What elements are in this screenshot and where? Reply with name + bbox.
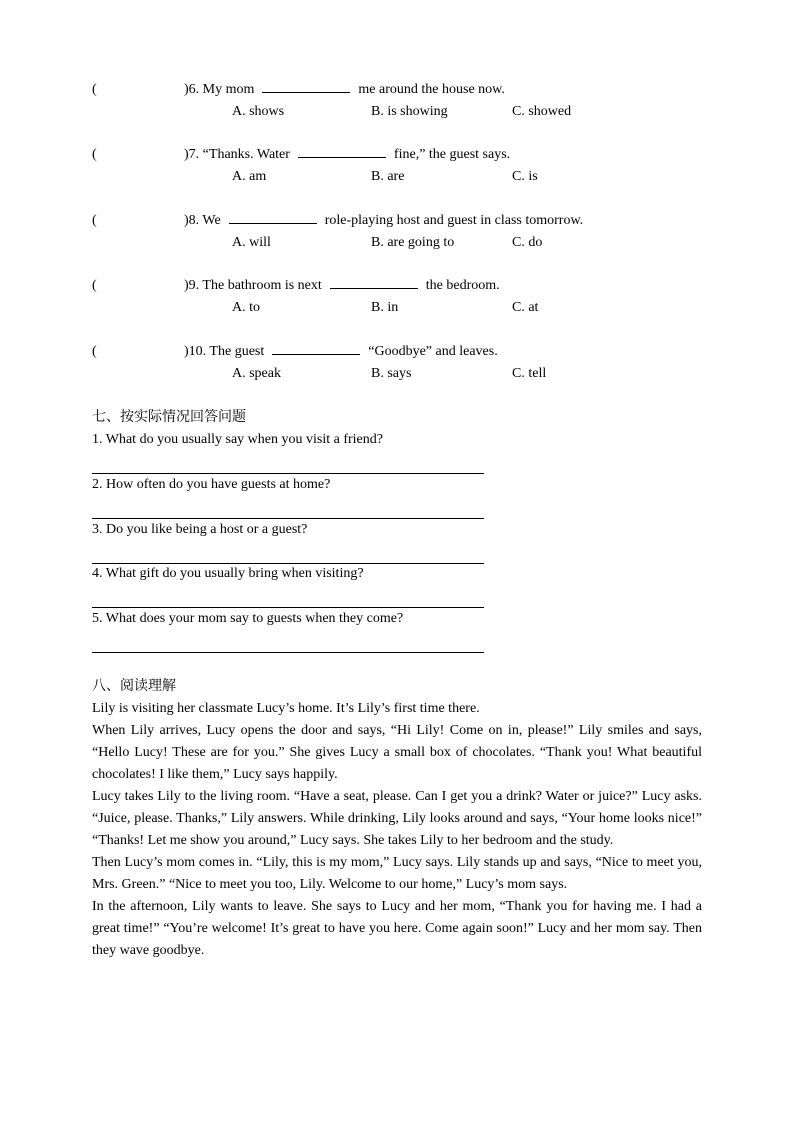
answer-blank[interactable] <box>262 80 350 93</box>
option-a: A. to <box>232 300 260 315</box>
option-b: B. are <box>371 169 405 184</box>
answer-paren-open: ( <box>92 82 97 97</box>
option-b: B. says <box>371 366 412 381</box>
option-c: C. showed <box>512 104 572 119</box>
question-text: 1. What do you usually say when you visit a friend? <box>92 432 383 447</box>
option-a: A. shows <box>232 104 285 119</box>
option-a: A. speak <box>232 366 281 381</box>
option-a: A. will <box>232 235 271 250</box>
answer-paren-open: ( <box>92 213 97 228</box>
question-number: 7. <box>188 147 200 162</box>
answer-question-1 <box>92 429 492 474</box>
question-text-after: “Goodbye” and leaves. <box>368 344 498 359</box>
answer-line[interactable] <box>92 585 484 608</box>
answer-paren-close[interactable]: )10. The guest “Goodbye” and leaves. <box>184 344 498 359</box>
answer-blank[interactable] <box>330 276 418 289</box>
option-c: C. do <box>512 235 543 250</box>
answer-question-4 <box>92 563 492 608</box>
option-b: B. is showing <box>371 104 448 119</box>
mc-question-6 <box>92 79 712 123</box>
option-c: C. tell <box>512 366 547 381</box>
question-text: 5. What does your mom say to guests when they come? <box>92 611 404 626</box>
question-text-before: My mom <box>202 82 255 97</box>
answer-paren-close[interactable]: )6. My mom me around the house now. <box>184 82 505 97</box>
question-number: 9. <box>188 278 200 293</box>
answer-line[interactable] <box>92 630 484 653</box>
answer-line[interactable] <box>92 451 484 474</box>
question-number: 10. <box>188 344 207 359</box>
mc-question-7 <box>92 144 712 188</box>
section-8-title: 八、阅读理解 <box>92 678 176 694</box>
question-text-after: fine,” the guest says. <box>393 147 511 162</box>
answer-blank[interactable] <box>298 145 386 158</box>
question-number: 8. <box>188 213 200 228</box>
passage-paragraph: Lucy takes Lily to the living room. “Have a seat, please. Can I get you a drink? Water or juice?” Lucy asks. “Juice, please. Thanks,” Lily answers. While drinking, Lily looks around and says, “Your home looks nice!” “Thanks! Let me show you around,” Lucy says. She takes Lily to her bedroom and the study. <box>92 789 702 848</box>
option-c: C. is <box>512 169 538 184</box>
answer-question-2 <box>92 474 492 519</box>
passage-paragraph: In the afternoon, Lily wants to leave. She says to Lucy and her mom, “Thank you for having me. I had a great time!” “You’re welcome! It’s great to have you here. Come again soon!” Lucy and her mom say. Then they wave goodbye. <box>92 899 702 958</box>
answer-line[interactable] <box>92 496 484 519</box>
answer-blank[interactable] <box>229 211 317 224</box>
question-text-before: The guest <box>209 344 265 359</box>
question-text-before: We <box>202 213 221 228</box>
answer-paren-close[interactable]: )8. We role-playing host and guest in class tomorrow. <box>184 213 584 228</box>
passage-paragraph: Lily is visiting her classmate Lucy’s home. It’s Lily’s first time there. <box>92 701 480 716</box>
question-text-after: role-playing host and guest in class tomorrow. <box>324 213 584 228</box>
answer-line[interactable] <box>92 541 484 564</box>
reading-passage <box>92 698 702 962</box>
option-b: B. are going to <box>371 235 455 250</box>
passage-paragraph: When Lily arrives, Lucy opens the door and says, “Hi Lily! Come on in, please!” Lily smiles and says, “Hello Lucy! These are for you.” She gives Lucy a small box of chocolates. “Thank you! What beautiful chocolates! I like them,” Lucy says happily. <box>92 723 702 782</box>
question-text-before: “Thanks. Water <box>202 147 290 162</box>
mc-question-10 <box>92 341 712 385</box>
mc-question-8 <box>92 210 712 254</box>
option-b: B. in <box>371 300 399 315</box>
passage-paragraph: Then Lucy’s mom comes in. “Lily, this is my mom,” Lucy says. Lily stands up and says, “Nice to meet you, Mrs. Green.” “Nice to meet you too, Lily. Welcome to our home,” Lucy’s mom says. <box>92 855 702 892</box>
option-c: C. at <box>512 300 539 315</box>
answer-question-3 <box>92 519 492 564</box>
mc-question-9 <box>92 275 712 319</box>
answer-paren-close[interactable]: )7. “Thanks. Water fine,” the guest says. <box>184 147 511 162</box>
question-text: 3. Do you like being a host or a guest? <box>92 522 308 537</box>
question-text-after: me around the house now. <box>358 82 505 97</box>
question-text: 4. What gift do you usually bring when visiting? <box>92 566 364 581</box>
option-a: A. am <box>232 169 267 184</box>
answer-paren-open: ( <box>92 344 97 359</box>
question-number: 6. <box>188 82 200 97</box>
answer-paren-open: ( <box>92 147 97 162</box>
question-text-before: The bathroom is next <box>202 278 322 293</box>
question-text: 2. How often do you have guests at home? <box>92 477 331 492</box>
answer-question-5 <box>92 608 492 653</box>
answer-paren-close[interactable]: )9. The bathroom is next the bedroom. <box>184 278 500 293</box>
answer-blank[interactable] <box>272 342 360 355</box>
question-text-after: the bedroom. <box>425 278 500 293</box>
section-7-title: 七、按实际情况回答问题 <box>92 409 246 425</box>
answer-paren-open: ( <box>92 278 97 293</box>
